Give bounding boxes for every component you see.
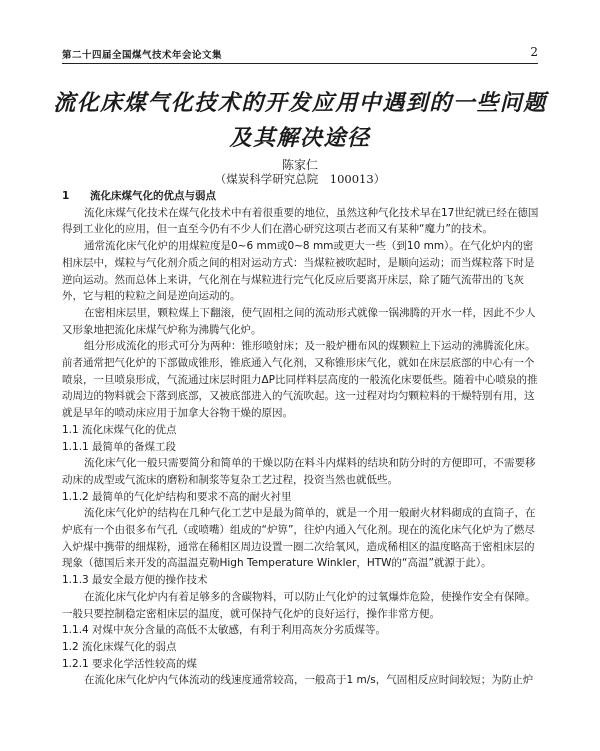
subsection-heading: 1.1 流化床煤气化的优点 [62, 423, 177, 436]
body-paragraph: 在流化床气化炉内气体流动的线速度通常较高，一般高于1 m/s，气固相反应时间较短；为防止炉 [84, 674, 534, 687]
section-number: 1 [62, 190, 70, 202]
subsection-heading: 1.1.1 最简单的备煤工段 [62, 440, 177, 453]
author-name: 陈家仁 [281, 158, 318, 172]
paper-title-line-2: 及其解决途径 [229, 125, 371, 151]
body-paragraph: 流化床煤气化技术在煤气化技术中有着很重要的地位，虽然这种气化技术早在17世纪就已经在德国得到工业化的应用，但一直至今仍有不少人们在潜心研究这项古老而又有某种“魔力”的技术。 [62, 206, 539, 236]
body-paragraph: 通常流化床气化炉的用煤粒度是0~6 mm或0~8 mm或更大一些（到10 mm）。在气化炉内的密相床层中，煤粒与气化剂介质之间的相对运动方式：当煤粒被吹起时，是顺向运动；而当煤粒落下时是逆向运动。然而总体上来讲，气化剂在与煤粒进行完气化反应后要离开床层，除了随气流带出的飞灰外，它与粗的粒粒之间是逆向运动的。 [62, 240, 535, 303]
subsection-heading: 1.1.2 最简单的气化炉结构和要求不高的耐火衬里 [62, 490, 292, 503]
body-paragraph: 在密相床层里，颗粒煤上下翻滚，使气固相之间的流动形式就像一锅沸腾的开水一样，因此不少人又形象地把流化床煤气炉称为沸腾气化炉。 [62, 306, 536, 336]
section-heading [62, 188, 540, 205]
running-head [62, 45, 538, 63]
page-number: 2 [530, 45, 538, 59]
subsection-heading: 1.2 流化床煤气化的弱点 [62, 640, 177, 653]
body-paragraph: 流化床气化一般只需要简分和简单的干燥以防在料斗内煤料的结块和防分时的方便即可，不需要移动床的成型或气流床的磨粉和制浆等复杂工艺过程，投资当然也就低些。 [62, 457, 536, 486]
body-paragraph: 组分形成流化的形式可分为两种：锥形喷射床；及一般炉栅布风的煤颗粒上下运动的沸腾流化床。前者通常把气化炉的下部做成锥形，锥底通入气化剂，又称锥形床气化，就如在床层底部的中心有一个喷泉，一旦喷泉形成，气流通过床层时阻力ΔP比同样料层高度的一般流化床要低些。随着中心喷泉的推动周边的物料就会下落到底部，又被底部进入的气流吹起。这一过程对均匀颗粒料的干燥特别有用，这就是早年的喷动床应用于加拿大谷物干燥的原因。 [62, 340, 538, 420]
subsection-heading: 1.2.1 要求化学活性较高的煤 [62, 657, 198, 670]
author-affiliation: （煤炭科学研究总院 100013） [214, 172, 386, 186]
article-body [62, 188, 540, 689]
subsection-heading: 1.1.4 对煤中灰分含量的高低不太敏感，有利于利用高灰分劣质煤等。 [62, 624, 387, 637]
body-paragraph: 在流化床气化炉内有着足够多的含碳物料，可以防止气化炉的过氧爆炸危险，使操作安全有保障。一般只要控制稳定密相床层的温度，就可保持气化炉的良好运行，操作非常方便。 [62, 590, 536, 620]
paper-title-line-1: 流化床煤气化技术的开发应用中遇到的一些问题 [53, 90, 547, 116]
running-head-text: 第二十四届全国煤气技术年会论文集 [62, 50, 223, 61]
section-title: 流化床煤气化的优点与弱点 [90, 190, 216, 202]
subsection-heading: 1.1.3 最安全最方便的操作技术 [62, 574, 208, 587]
header-rule [62, 63, 538, 64]
body-paragraph: 流化床气化炉的结构在几种气化工艺中是最为简单的，就是一个用一般耐火材料砌成的直筒子，在炉底有一个由很多布气孔（或喷嘴）组成的“炉箅”，往炉内通入气化剂。现在的流化床气化炉为了燃尽入炉煤中携带的细煤粉，通常在稀相区周边设置一圈二次给氧风，造成稀相区的温度略高于密相床层的现象（德国后来开发的高温温克勒High Temperature Winkler，HTW的“高温”就源于此）。 [62, 507, 536, 570]
